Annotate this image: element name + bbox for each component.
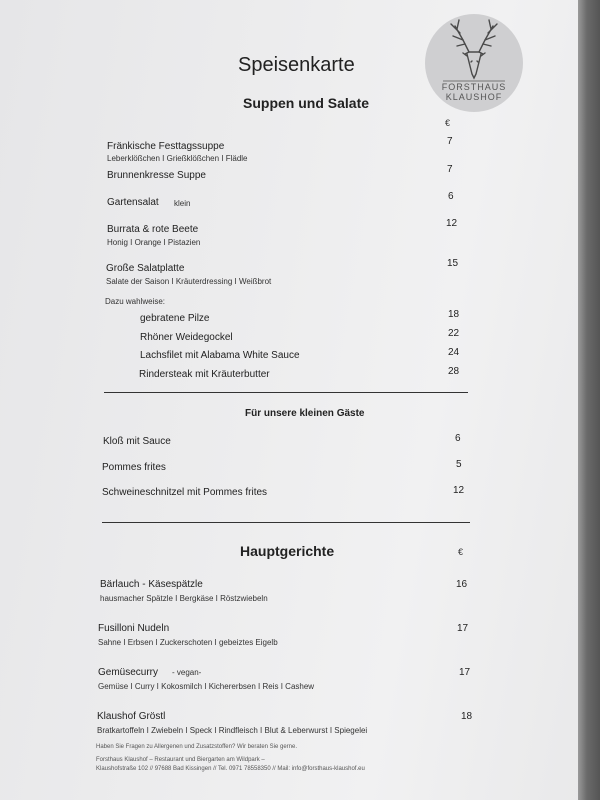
menu-item-price: 18 [461, 711, 473, 722]
menu-item-price: 7 [447, 164, 453, 175]
menu-item-desc: Honig I Orange I Pistazien [107, 238, 201, 247]
section-heading-kids: Für unsere kleinen Gäste [245, 408, 365, 419]
menu-item-name: Burrata & rote Beete [107, 224, 199, 235]
footer-line-2: Klaushofstraße 102 // 97688 Bad Kissingen // Tel. 0971 78558350 // Mail: info@forsthaus-klaushof.eu [96, 766, 365, 772]
menu-item-price: 7 [447, 136, 453, 147]
menu-item-tag: - vegan- [172, 668, 202, 677]
menu-item-name: Gartensalat [107, 197, 159, 208]
choice-item-price: 28 [448, 366, 460, 377]
menu-item-name: Gemüsecurry [98, 667, 159, 678]
currency-label: € [458, 547, 464, 557]
choice-item-name: Rhöner Weidegockel [140, 332, 233, 343]
choice-label: Dazu wahlweise: [105, 297, 166, 306]
menu-item-desc: Leberklößchen I Grießklößchen I Flädle [107, 154, 248, 163]
menu-item-price: 16 [456, 579, 468, 590]
menu-item-name: Fränkische Festtagssuppe [107, 141, 225, 152]
kids-item-name: Schweineschnitzel mit Pommes frites [102, 487, 268, 498]
logo-line-2: KLAUSHOF [445, 92, 503, 102]
footer-line-1: Forsthaus Klaushof – Restaurant und Biergarten am Wildpark – [96, 757, 265, 763]
section-divider [104, 392, 468, 393]
menu-item-name: Fusilloni Nudeln [98, 623, 170, 634]
forsthaus-logo [425, 14, 523, 112]
menu-item-note: klein [174, 199, 191, 208]
menu-item-price: 6 [448, 191, 454, 202]
choice-item-name: Rindersteak mit Kräuterbutter [139, 369, 270, 380]
choice-item-price: 18 [448, 309, 460, 320]
kids-item-name: Pommes frites [102, 462, 166, 473]
menu-item-name: Bärlauch - Käsespätzle [100, 579, 203, 590]
section-heading-suppen: Suppen und Salate [243, 95, 370, 111]
menu-item-price: 12 [446, 218, 458, 229]
table-edge [578, 0, 600, 800]
menu-item-desc: hausmacher Spätzle I Bergkäse I Röstzwiebeln [100, 594, 268, 603]
allergen-note: Haben Sie Fragen zu Allergenen und Zusatzstoffen? Wir beraten Sie gerne. [96, 744, 298, 750]
menu-item-name: Klaushof Gröstl [97, 711, 166, 722]
section-divider [102, 522, 470, 523]
menu-item-name: Große Salatplatte [106, 263, 185, 274]
choice-item-name: Lachsfilet mit Alabama White Sauce [140, 350, 300, 361]
menu-item-price: 17 [459, 667, 471, 678]
kids-item-name: Kloß mit Sauce [103, 436, 171, 447]
menu-item-price: 17 [457, 623, 469, 634]
logo-line-1: FORSTHAUS [441, 82, 507, 92]
menu-item-desc: Sahne I Erbsen I Zuckerschoten I gebeiztes Eigelb [98, 638, 278, 647]
kids-item-price: 5 [456, 459, 462, 470]
kids-item-price: 12 [453, 485, 465, 496]
menu-item-desc: Gemüse I Curry I Kokosmilch I Kichererbsen I Reis I Cashew [98, 682, 315, 691]
menu-item-name: Brunnenkresse Suppe [107, 170, 206, 181]
menu-item-desc: Bratkartoffeln I Zwiebeln I Speck I Rindfleisch I Blut & Leberwurst I Spiegelei [97, 726, 368, 735]
menu-item-price: 15 [447, 258, 459, 269]
menu-item-desc: Salate der Saison I Kräuterdressing I Weißbrot [106, 277, 272, 286]
currency-label: € [445, 118, 451, 128]
choice-item-price: 22 [448, 328, 460, 339]
section-heading-haupt: Hauptgerichte [240, 543, 335, 559]
page-title: Speisenkarte [238, 54, 355, 76]
kids-item-price: 6 [455, 433, 461, 444]
choice-item-name: gebratene Pilze [140, 313, 210, 324]
choice-item-price: 24 [448, 347, 460, 358]
